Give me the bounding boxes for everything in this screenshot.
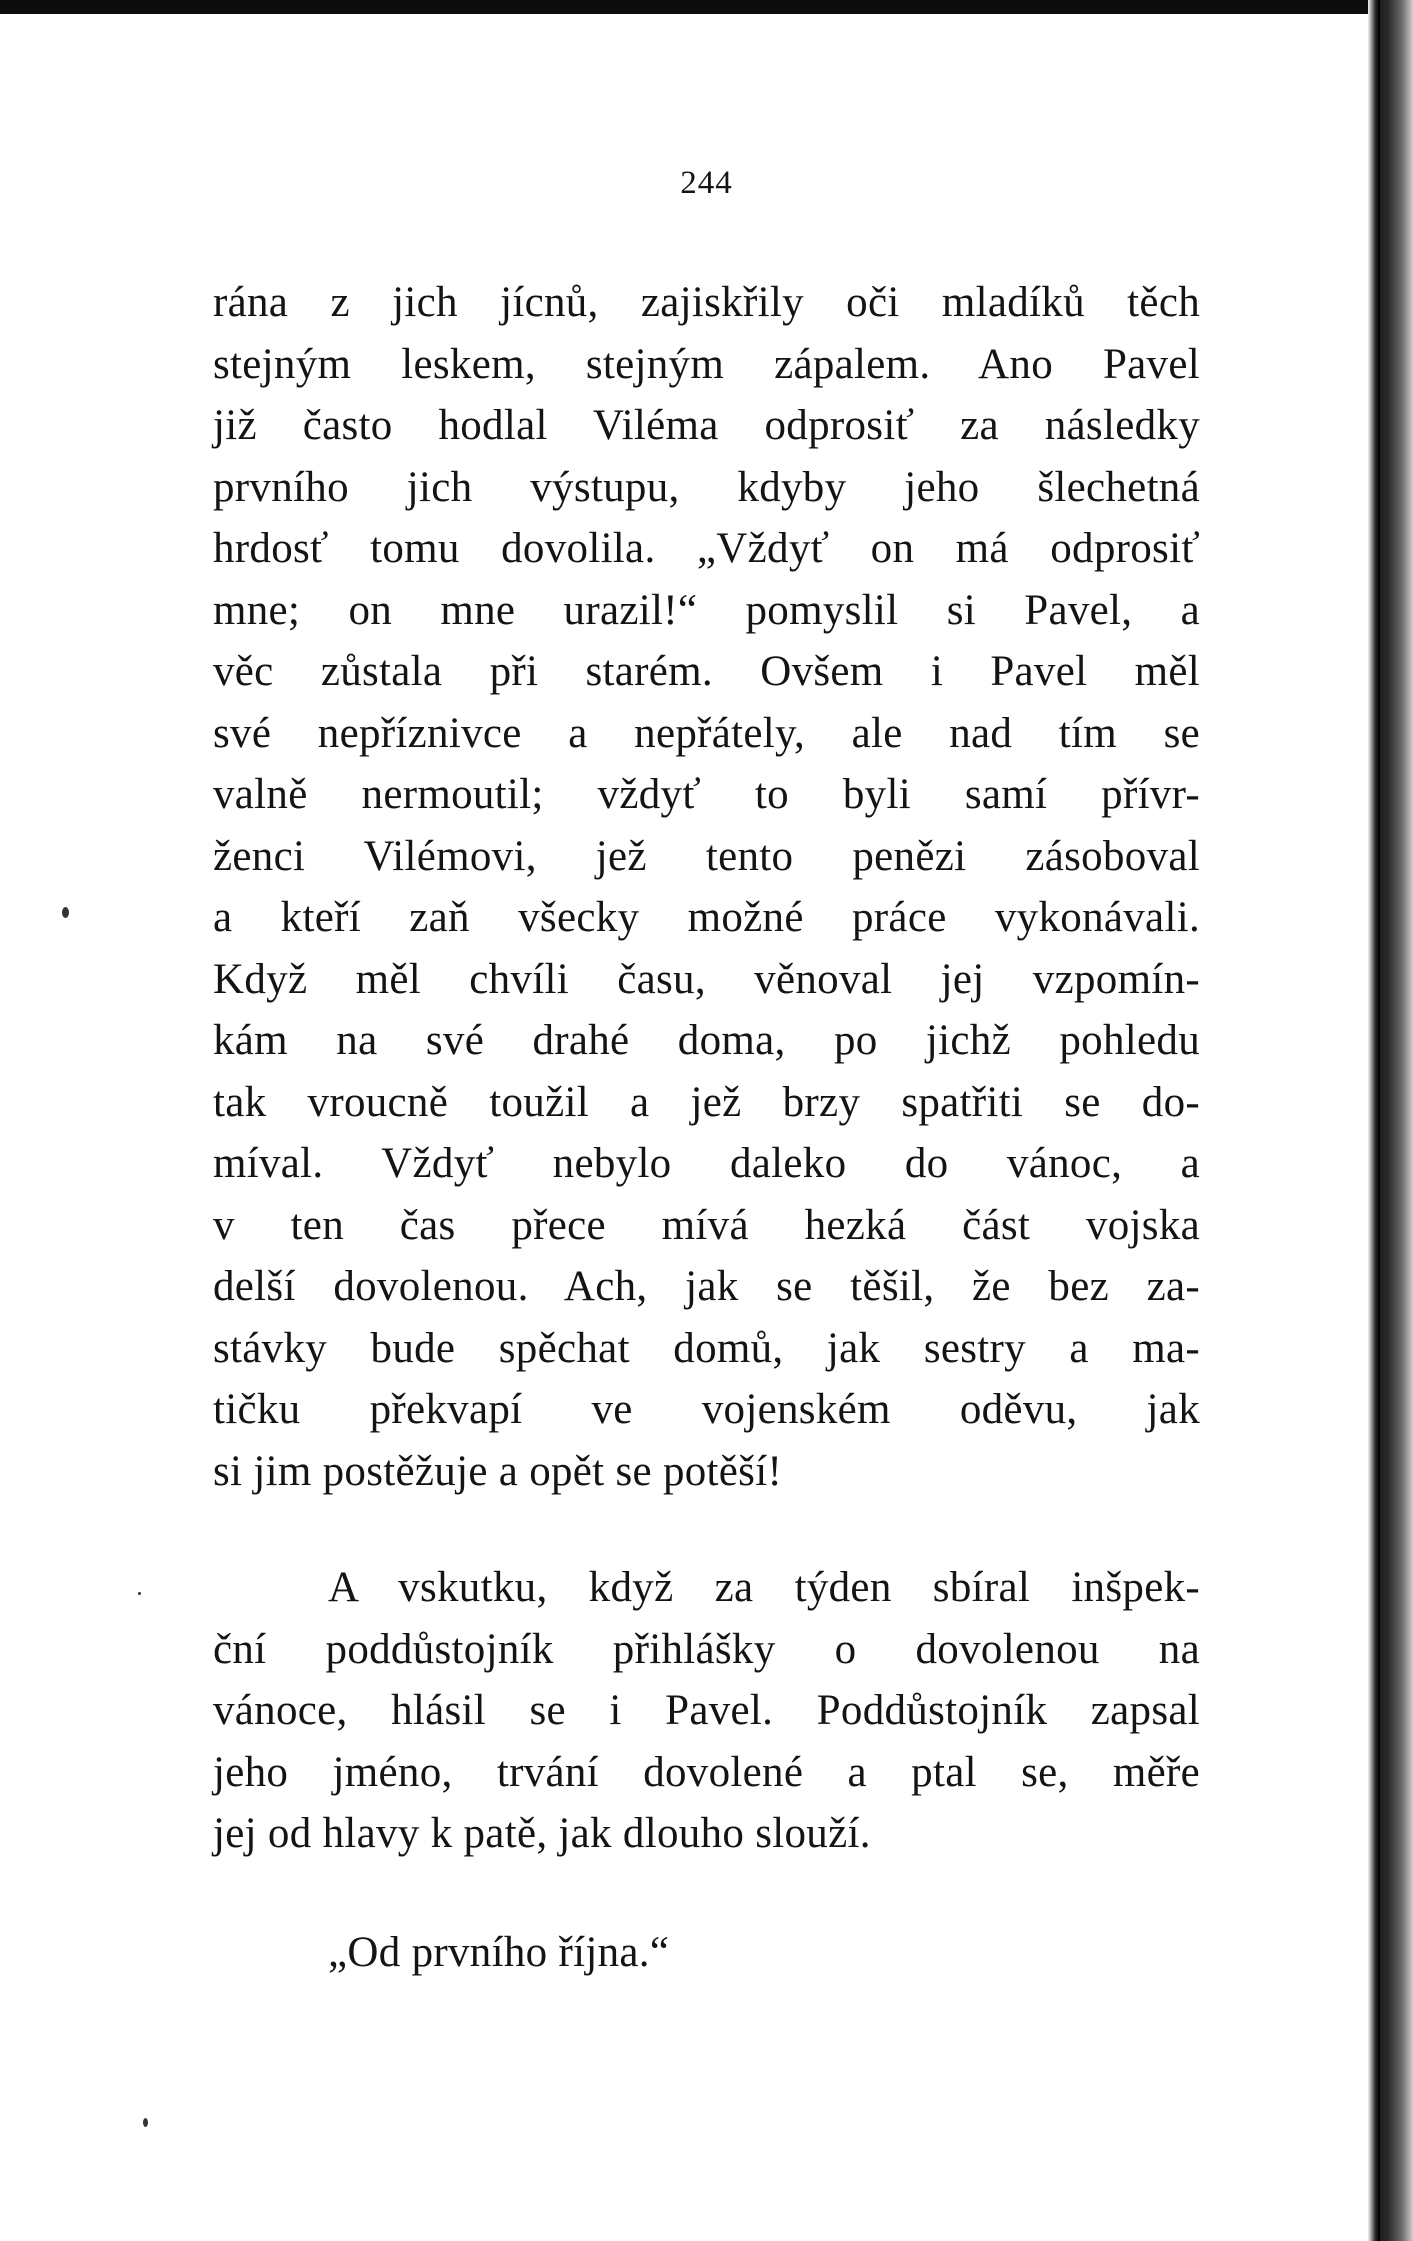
scan-speck xyxy=(138,1592,141,1595)
scan-page-edge-line xyxy=(1378,0,1380,2241)
text-line: vánoce, hlásil se i Pavel. Poddůstojník zapsal xyxy=(213,1687,1200,1734)
text-line: své nepříznivce a nepřátely, ale nad tím se xyxy=(213,709,1200,757)
text-line: prvního jich výstupu, kdyby jeho šlechetná xyxy=(213,463,1200,511)
text-line: valně nermoutil; vždyť to byli samí přívr- xyxy=(213,771,1200,818)
scan-top-border xyxy=(0,0,1413,14)
text-line: jeho jméno, trvání dovolené a ptal se, měře xyxy=(213,1748,1200,1796)
text-line: „Od prvního října.“ xyxy=(328,1929,670,1976)
text-line: si jim postěžuje a opět se potěší! xyxy=(213,1447,783,1495)
scan-speck xyxy=(62,907,69,918)
paragraph-2 xyxy=(213,1557,1200,1865)
text-line: Když měl chvíli času, věnoval jej vzpomín- xyxy=(213,955,1200,1003)
paragraph-1 xyxy=(213,272,1200,1502)
text-line: v ten čas přece mívá hezká část vojska xyxy=(213,1201,1200,1249)
page-number: 244 xyxy=(680,165,733,201)
text-line: mne; on mne urazil!“ pomyslil si Pavel, a xyxy=(213,586,1200,634)
text-line: již často hodlal Viléma odprosiť za následky xyxy=(213,402,1200,449)
text-line: míval. Vždyť nebylo daleko do vánoc, a xyxy=(213,1140,1200,1187)
text-line: tičku překvapí ve vojenském oděvu, jak xyxy=(213,1386,1200,1433)
text-line: kám na své drahé doma, po jichž pohledu xyxy=(213,1017,1200,1064)
text-line: A vskutku, když za týden sbíral inšpek- xyxy=(328,1564,1200,1611)
text-line: věc zůstala při starém. Ovšem i Pavel měl xyxy=(213,648,1200,695)
text-line: hrdosť tomu dovolila. „Vždyť on má odprosiť xyxy=(213,525,1200,572)
text-line: delší dovolenou. Ach, jak se těšil, že bez za- xyxy=(213,1263,1200,1310)
text-line: a kteří zaň všecky možné práce vykonávali. xyxy=(213,894,1200,941)
scan-page-edge-shadow xyxy=(1368,0,1413,2241)
text-line: stejným leskem, stejným zápalem. Ano Pavel xyxy=(213,340,1200,388)
text-line: stávky bude spěchat domů, jak sestry a ma- xyxy=(213,1324,1200,1372)
text-line: tak vroucně toužil a jež brzy spatřiti se do- xyxy=(213,1078,1200,1126)
text-line: jej od hlavy k patě, jak dlouho slouží. xyxy=(213,1810,871,1857)
text-line: ženci Vilémovi, jež tento penězi zásoboval xyxy=(213,832,1200,880)
paragraph-3 xyxy=(213,1922,1200,1984)
text-line: rána z jich jícnů, zajiskřily oči mladíků těch xyxy=(213,279,1200,326)
text-line: ční poddůstojník přihlášky o dovolenou na xyxy=(213,1625,1200,1673)
scan-speck xyxy=(143,2118,148,2127)
